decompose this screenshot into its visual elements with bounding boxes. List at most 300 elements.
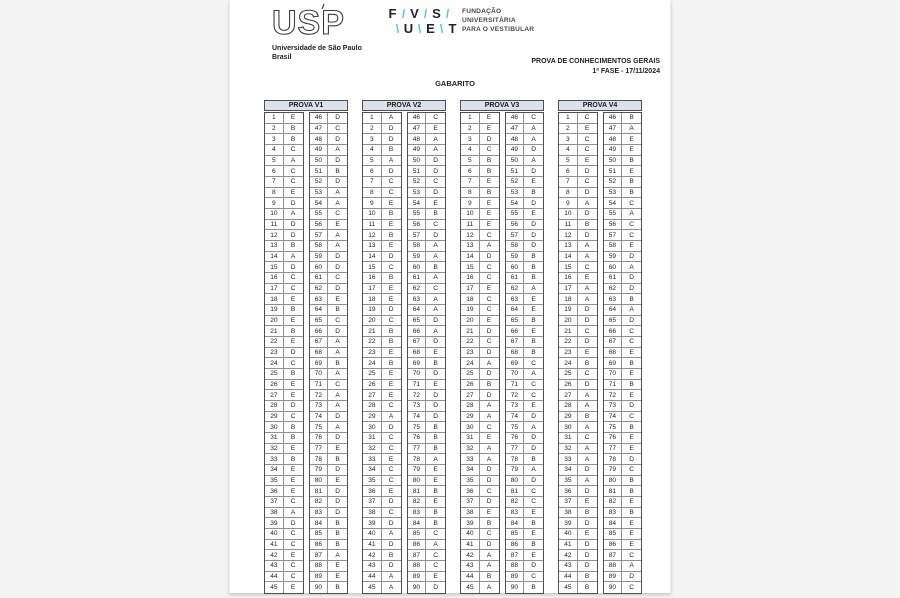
question-number: 14 — [461, 252, 480, 263]
answer-letter: B — [524, 252, 543, 263]
question-number: 47 — [506, 124, 525, 135]
answer-letter: A — [480, 401, 499, 412]
answer-letter: E — [382, 294, 401, 305]
question-number: 43 — [265, 561, 284, 572]
question-number: 10 — [461, 209, 480, 220]
answer-letter: D — [426, 230, 445, 241]
answer-letter: C — [382, 188, 401, 199]
question-number: 23 — [461, 348, 480, 359]
answer-letter: A — [426, 273, 445, 284]
answer-letter: E — [622, 166, 641, 177]
answer-letter: B — [480, 188, 499, 199]
question-number: 14 — [559, 252, 578, 263]
question-number: 19 — [363, 305, 382, 316]
question-number: 37 — [461, 497, 480, 508]
answer-letter: D — [578, 550, 597, 561]
answer-table-v3 — [460, 100, 544, 594]
question-number: 37 — [559, 497, 578, 508]
answer-letter: E — [524, 294, 543, 305]
question-number: 43 — [559, 561, 578, 572]
question-number: 6 — [559, 166, 578, 177]
question-number: 81 — [310, 486, 329, 497]
question-number: 81 — [506, 486, 525, 497]
answer-letter: D — [382, 124, 401, 135]
answer-letter: C — [382, 177, 401, 188]
answer-letter: D — [284, 198, 303, 209]
question-number: 44 — [363, 572, 382, 583]
question-number: 67 — [604, 337, 623, 348]
answer-letter: E — [284, 113, 303, 124]
question-number: 80 — [506, 476, 525, 487]
answer-letter: E — [382, 369, 401, 380]
question-number: 9 — [363, 198, 382, 209]
question-number: 30 — [363, 422, 382, 433]
question-number: 25 — [265, 369, 284, 380]
answer-letter: D — [578, 540, 597, 551]
table-title: PROVA V2 — [362, 100, 446, 111]
question-number: 63 — [310, 294, 329, 305]
answer-letter: D — [622, 316, 641, 327]
question-number: 58 — [408, 241, 427, 252]
answer-letter: C — [622, 220, 641, 231]
answer-letter: D — [622, 572, 641, 583]
answer-letter: A — [622, 209, 641, 220]
answer-letter: A — [284, 209, 303, 220]
answer-letter: B — [426, 508, 445, 519]
question-number: 21 — [559, 326, 578, 337]
answer-letter: D — [382, 518, 401, 529]
answer-letter: A — [480, 444, 499, 455]
question-number: 89 — [506, 572, 525, 583]
question-number: 30 — [265, 422, 284, 433]
answer-letter: C — [578, 326, 597, 337]
question-number: 6 — [265, 166, 284, 177]
question-number: 35 — [559, 476, 578, 487]
question-number: 75 — [506, 422, 525, 433]
question-number: 77 — [408, 444, 427, 455]
answer-letter: B — [622, 380, 641, 391]
fuvest-slash-icon: / — [401, 6, 406, 21]
question-number: 60 — [604, 262, 623, 273]
answer-letter: D — [578, 230, 597, 241]
answer-letter: E — [328, 220, 347, 231]
answer-letter: C — [480, 145, 499, 156]
answer-letter: D — [426, 412, 445, 423]
question-number: 8 — [559, 188, 578, 199]
question-number: 87 — [310, 550, 329, 561]
question-number: 87 — [408, 550, 427, 561]
answer-letter: C — [284, 561, 303, 572]
question-number: 25 — [461, 369, 480, 380]
answer-subtable-right — [309, 112, 349, 594]
answer-letter: C — [578, 262, 597, 273]
answer-letter: C — [578, 369, 597, 380]
question-number: 28 — [559, 401, 578, 412]
question-number: 84 — [506, 518, 525, 529]
answer-subtable-left — [558, 112, 598, 594]
answer-letter: A — [480, 241, 499, 252]
exam-title: PROVA DE CONHECIMENTOS GERAIS — [531, 58, 660, 65]
answer-letter: B — [578, 412, 597, 423]
usp-institution-text — [272, 44, 362, 62]
question-number: 76 — [310, 433, 329, 444]
answer-letter: D — [578, 518, 597, 529]
question-number: 44 — [265, 572, 284, 583]
answer-letter: D — [480, 252, 499, 263]
question-number: 9 — [461, 198, 480, 209]
question-number: 19 — [559, 305, 578, 316]
question-number: 38 — [363, 508, 382, 519]
answer-letter: B — [426, 422, 445, 433]
answer-letter: D — [524, 230, 543, 241]
question-number: 16 — [559, 273, 578, 284]
answer-letter: B — [426, 209, 445, 220]
question-number: 17 — [559, 284, 578, 295]
question-number: 12 — [559, 230, 578, 241]
answer-letter: C — [328, 380, 347, 391]
question-number: 48 — [604, 134, 623, 145]
question-number: 55 — [310, 209, 329, 220]
answer-letter: C — [622, 412, 641, 423]
answer-letter: A — [382, 156, 401, 167]
answer-letter: A — [426, 454, 445, 465]
answer-letter: A — [426, 252, 445, 263]
question-number: 83 — [604, 508, 623, 519]
question-number: 63 — [408, 294, 427, 305]
question-number: 71 — [408, 380, 427, 391]
answer-letter: D — [480, 134, 499, 145]
answer-letter: A — [426, 540, 445, 551]
question-number: 64 — [408, 305, 427, 316]
answer-letter: C — [382, 508, 401, 519]
answer-letter: C — [480, 305, 499, 316]
answer-letter: E — [578, 497, 597, 508]
question-number: 7 — [461, 177, 480, 188]
answer-letter: E — [328, 561, 347, 572]
answer-letter: B — [584, 584, 590, 592]
question-number: 67 — [506, 337, 525, 348]
answer-letter: B — [622, 422, 641, 433]
answer-letter: D — [578, 337, 597, 348]
answer-letter: C — [622, 326, 641, 337]
question-number: 3 — [559, 134, 578, 145]
question-number: 26 — [559, 380, 578, 391]
answer-letter: D — [328, 497, 347, 508]
answer-letter: A — [328, 145, 347, 156]
question-number: 28 — [363, 401, 382, 412]
answer-letter: C — [426, 177, 445, 188]
question-number: 82 — [408, 497, 427, 508]
question-number: 76 — [506, 433, 525, 444]
question-number: 42 — [461, 550, 480, 561]
answer-letter: A — [480, 561, 499, 572]
answer-letter: B — [622, 476, 641, 487]
question-number: 25 — [363, 369, 382, 380]
question-number: 47 — [604, 124, 623, 135]
question-number: 20 — [265, 316, 284, 327]
question-number: 82 — [604, 497, 623, 508]
question-number: 69 — [506, 358, 525, 369]
question-number: 48 — [408, 134, 427, 145]
question-number: 89 — [604, 572, 623, 583]
question-number: 52 — [310, 177, 329, 188]
answer-letter: E — [524, 508, 543, 519]
answer-letter: D — [578, 465, 597, 476]
question-number: 13 — [265, 241, 284, 252]
answer-letter: B — [480, 156, 499, 167]
answer-letter: B — [284, 305, 303, 316]
answer-letter: E — [524, 529, 543, 540]
answer-letter: A — [388, 584, 394, 592]
question-number: 70 — [604, 369, 623, 380]
question-number: 56 — [408, 220, 427, 231]
question-number: 27 — [559, 390, 578, 401]
answer-letter: E — [578, 348, 597, 359]
question-number: 72 — [408, 390, 427, 401]
question-number: 23 — [363, 348, 382, 359]
question-number: 42 — [559, 550, 578, 561]
usp-logo-text: USP — [272, 4, 345, 42]
question-number: 8 — [363, 188, 382, 199]
answer-letter: D — [328, 433, 347, 444]
answer-letter: D — [524, 444, 543, 455]
answer-subtable-right — [603, 112, 643, 594]
answer-letter: C — [524, 390, 543, 401]
answer-letter: E — [284, 444, 303, 455]
answer-letter: E — [622, 518, 641, 529]
answer-letter: D — [328, 465, 347, 476]
answer-letter: C — [284, 572, 303, 583]
fuvest-slash-icon: / — [445, 6, 450, 21]
question-number: 10 — [363, 209, 382, 220]
answer-letter: C — [622, 550, 641, 561]
answer-letter: E — [426, 348, 445, 359]
answer-letter: A — [328, 241, 347, 252]
tables-row — [264, 100, 642, 594]
question-number: 34 — [265, 465, 284, 476]
question-number: 56 — [310, 220, 329, 231]
question-number: 78 — [604, 454, 623, 465]
answer-letter: B — [524, 316, 543, 327]
question-number: 78 — [506, 454, 525, 465]
answer-letter: B — [426, 262, 445, 273]
question-number: 54 — [604, 198, 623, 209]
question-number: 40 — [363, 529, 382, 540]
question-number: 29 — [559, 412, 578, 423]
question-number: 67 — [408, 337, 427, 348]
question-number: 88 — [310, 561, 329, 572]
question-number: 53 — [604, 188, 623, 199]
answer-letter: C — [524, 380, 543, 391]
answer-letter: D — [524, 166, 543, 177]
answer-letter: E — [578, 156, 597, 167]
answer-letter: B — [622, 508, 641, 519]
question-number: 27 — [265, 390, 284, 401]
answer-letter: C — [524, 113, 543, 124]
question-number: 66 — [310, 326, 329, 337]
document-page — [229, 0, 671, 593]
question-number: 57 — [408, 230, 427, 241]
question-number: 33 — [265, 454, 284, 465]
answer-letter: E — [622, 241, 641, 252]
answer-letter: D — [578, 316, 597, 327]
fuvest-letter-s: S — [432, 6, 441, 21]
answer-letter: A — [622, 561, 641, 572]
answer-letter: B — [480, 572, 499, 583]
question-number: 12 — [265, 230, 284, 241]
answer-letter: C — [284, 358, 303, 369]
question-number: 49 — [310, 145, 329, 156]
answer-letter: E — [622, 390, 641, 401]
answer-letter: D — [328, 326, 347, 337]
question-number: 85 — [506, 529, 525, 540]
question-number: 65 — [604, 316, 623, 327]
question-number: 69 — [604, 358, 623, 369]
answer-letter: B — [382, 326, 401, 337]
question-number: 79 — [408, 465, 427, 476]
question-number: 22 — [363, 337, 382, 348]
answer-letter: D — [480, 390, 499, 401]
answer-letter: E — [382, 241, 401, 252]
question-number: 80 — [310, 476, 329, 487]
answer-letter: A — [328, 348, 347, 359]
question-number: 23 — [265, 348, 284, 359]
question-number: 2 — [559, 124, 578, 135]
question-number: 20 — [461, 316, 480, 327]
answer-letter: C — [480, 230, 499, 241]
answer-letter: E — [290, 584, 296, 592]
question-number: 64 — [310, 305, 329, 316]
answer-letter: B — [622, 188, 641, 199]
answer-letter: A — [426, 326, 445, 337]
fuvest-letter-t: T — [448, 21, 457, 36]
question-number: 76 — [408, 433, 427, 444]
question-number: 32 — [559, 444, 578, 455]
answer-letter: D — [382, 561, 401, 572]
answer-letter: A — [382, 113, 401, 124]
question-number: 80 — [604, 476, 623, 487]
answer-letter: E — [480, 284, 499, 295]
question-number: 5 — [461, 156, 480, 167]
question-number: 25 — [559, 369, 578, 380]
answer-letter: C — [284, 145, 303, 156]
question-number: 36 — [265, 486, 284, 497]
answer-letter: D — [328, 134, 347, 145]
answer-letter: C — [480, 262, 499, 273]
answer-letter: E — [622, 433, 641, 444]
question-number: 42 — [265, 550, 284, 561]
answer-letter: C — [426, 113, 445, 124]
question-number: 17 — [363, 284, 382, 295]
question-number: 55 — [506, 209, 525, 220]
question-number: 22 — [461, 337, 480, 348]
question-number: 27 — [461, 390, 480, 401]
answer-letter: B — [531, 584, 536, 592]
question-number: 58 — [506, 241, 525, 252]
question-number: 66 — [604, 326, 623, 337]
answer-letter: D — [328, 486, 347, 497]
question-number: 11 — [363, 220, 382, 231]
question-number: 83 — [408, 508, 427, 519]
answer-letter: B — [328, 529, 347, 540]
question-number: 41 — [461, 540, 480, 551]
question-number: 76 — [604, 433, 623, 444]
answer-letter: E — [426, 198, 445, 209]
fuvest-logo — [386, 6, 462, 36]
question-number: 86 — [408, 540, 427, 551]
question-number: 27 — [363, 390, 382, 401]
question-number: 23 — [559, 348, 578, 359]
answer-letter: B — [622, 294, 641, 305]
question-number: 88 — [506, 561, 525, 572]
question-number: 9 — [559, 198, 578, 209]
question-number: 15 — [265, 262, 284, 273]
question-number: 2 — [461, 124, 480, 135]
question-number: 30 — [559, 422, 578, 433]
answer-letter: D — [622, 252, 641, 263]
answer-letter: A — [284, 156, 303, 167]
question-number: 21 — [265, 326, 284, 337]
question-number: 49 — [408, 145, 427, 156]
answer-letter: D — [284, 518, 303, 529]
question-number: 71 — [506, 380, 525, 391]
answer-letter: D — [622, 284, 641, 295]
answer-letter: A — [486, 584, 492, 592]
answer-subtable-right — [407, 112, 447, 594]
table-body — [558, 112, 642, 594]
question-number: 33 — [559, 454, 578, 465]
question-number: 77 — [506, 444, 525, 455]
question-number: 85 — [408, 529, 427, 540]
question-number: 68 — [408, 348, 427, 359]
answer-letter: E — [622, 348, 641, 359]
question-number: 33 — [461, 454, 480, 465]
answer-letter: A — [382, 412, 401, 423]
answer-letter: C — [328, 316, 347, 327]
answer-letter: C — [382, 262, 401, 273]
fuvest-letter-f: F — [388, 6, 397, 21]
answer-letter: D — [426, 316, 445, 327]
question-number: 57 — [604, 230, 623, 241]
question-number: 11 — [461, 220, 480, 231]
question-number: 73 — [506, 401, 525, 412]
answer-letter: A — [328, 550, 347, 561]
question-number: 7 — [265, 177, 284, 188]
question-number: 70 — [506, 369, 525, 380]
answer-letter: A — [284, 252, 303, 263]
question-number: 70 — [310, 369, 329, 380]
answer-letter: E — [284, 486, 303, 497]
question-number: 8 — [461, 188, 480, 199]
question-number: 88 — [604, 561, 623, 572]
question-number: 38 — [461, 508, 480, 519]
question-number: 40 — [559, 529, 578, 540]
answer-letter: B — [524, 348, 543, 359]
answer-letter: D — [524, 561, 543, 572]
exam-phase-date: 1ª FASE - 17/11/2024 — [592, 68, 660, 75]
answer-letter: C — [480, 486, 499, 497]
answer-letter: A — [426, 294, 445, 305]
answer-letter: E — [622, 497, 641, 508]
answer-letter: D — [382, 252, 401, 263]
answer-letter: B — [622, 156, 641, 167]
question-number: 66 — [506, 326, 525, 337]
question-number: 34 — [363, 465, 382, 476]
question-number: 37 — [265, 497, 284, 508]
answer-letter: E — [480, 220, 499, 231]
answer-letter: A — [328, 422, 347, 433]
answer-letter: E — [524, 326, 543, 337]
